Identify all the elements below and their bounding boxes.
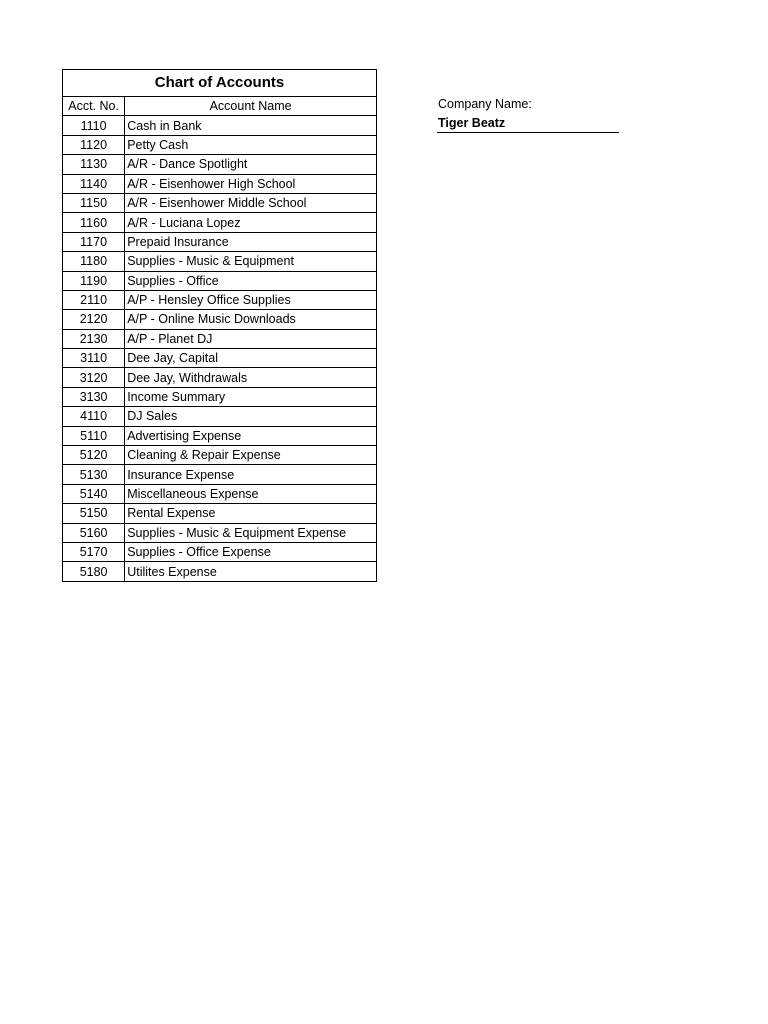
table-row [63, 407, 377, 426]
table-row [63, 271, 377, 290]
account-name-cell[interactable]: Insurance Expense [125, 465, 377, 484]
acct-no-cell[interactable]: 4110 [63, 407, 125, 426]
acct-no-cell[interactable]: 1180 [63, 252, 125, 271]
account-name-cell[interactable]: Supplies - Office Expense [125, 542, 377, 561]
acct-no-cell[interactable]: 1120 [63, 135, 125, 154]
acct-no-cell[interactable]: 1170 [63, 232, 125, 251]
company-name-label: Company Name: [438, 97, 532, 111]
account-name-cell[interactable]: Supplies - Office [125, 271, 377, 290]
table-row [63, 484, 377, 503]
table-row [63, 252, 377, 271]
account-name-cell[interactable]: Supplies - Music & Equipment Expense [125, 523, 377, 542]
account-name-cell[interactable]: A/P - Online Music Downloads [125, 310, 377, 329]
table-row [63, 465, 377, 484]
table-header-row [63, 97, 377, 116]
header-acct-no: Acct. No. [63, 97, 125, 116]
table-row [63, 368, 377, 387]
acct-no-cell[interactable]: 3130 [63, 387, 125, 406]
header-account-name: Account Name [125, 97, 377, 116]
account-name-cell[interactable]: Income Summary [125, 387, 377, 406]
table-row [63, 310, 377, 329]
acct-no-cell[interactable]: 3120 [63, 368, 125, 387]
table-row [63, 290, 377, 309]
account-name-cell[interactable]: Dee Jay, Capital [125, 349, 377, 368]
account-name-cell[interactable]: Advertising Expense [125, 426, 377, 445]
account-name-cell[interactable]: Supplies - Music & Equipment [125, 252, 377, 271]
table-row [63, 135, 377, 154]
account-name-cell[interactable]: Prepaid Insurance [125, 232, 377, 251]
acct-no-cell[interactable]: 1140 [63, 174, 125, 193]
table-row [63, 213, 377, 232]
acct-no-cell[interactable]: 1110 [63, 116, 125, 135]
table-row [63, 387, 377, 406]
table-row [63, 562, 377, 581]
acct-no-cell[interactable]: 2120 [63, 310, 125, 329]
account-name-cell[interactable]: Cleaning & Repair Expense [125, 446, 377, 465]
table-row [63, 504, 377, 523]
table-title: Chart of Accounts [63, 70, 377, 97]
table-row [63, 446, 377, 465]
company-name-field[interactable]: Tiger Beatz [437, 115, 619, 133]
account-name-cell[interactable]: Miscellaneous Expense [125, 484, 377, 503]
table-row [63, 349, 377, 368]
account-name-cell[interactable]: A/R - Luciana Lopez [125, 213, 377, 232]
table-row [63, 426, 377, 445]
table-row [63, 193, 377, 212]
account-name-cell[interactable]: A/P - Hensley Office Supplies [125, 290, 377, 309]
account-name-cell[interactable]: A/P - Planet DJ [125, 329, 377, 348]
table-row [63, 232, 377, 251]
acct-no-cell[interactable]: 5120 [63, 446, 125, 465]
acct-no-cell[interactable]: 1130 [63, 155, 125, 174]
acct-no-cell[interactable]: 1160 [63, 213, 125, 232]
account-name-cell[interactable]: Rental Expense [125, 504, 377, 523]
acct-no-cell[interactable]: 1150 [63, 193, 125, 212]
acct-no-cell[interactable]: 5110 [63, 426, 125, 445]
table-row [63, 542, 377, 561]
acct-no-cell[interactable]: 5170 [63, 542, 125, 561]
table-row [63, 174, 377, 193]
acct-no-cell[interactable]: 5140 [63, 484, 125, 503]
acct-no-cell[interactable]: 5150 [63, 504, 125, 523]
table-row [63, 155, 377, 174]
chart-of-accounts-table [62, 69, 377, 582]
acct-no-cell[interactable]: 5130 [63, 465, 125, 484]
acct-no-cell[interactable]: 3110 [63, 349, 125, 368]
account-name-cell[interactable]: Petty Cash [125, 135, 377, 154]
account-name-cell[interactable]: A/R - Eisenhower Middle School [125, 193, 377, 212]
acct-no-cell[interactable]: 1190 [63, 271, 125, 290]
account-name-cell[interactable]: Cash in Bank [125, 116, 377, 135]
table-row [63, 329, 377, 348]
table-row [63, 116, 377, 135]
account-name-cell[interactable]: A/R - Eisenhower High School [125, 174, 377, 193]
account-name-cell[interactable]: Dee Jay, Withdrawals [125, 368, 377, 387]
account-name-cell[interactable]: DJ Sales [125, 407, 377, 426]
table-title-row [63, 70, 377, 97]
acct-no-cell[interactable]: 2130 [63, 329, 125, 348]
acct-no-cell[interactable]: 5180 [63, 562, 125, 581]
account-name-cell[interactable]: Utilites Expense [125, 562, 377, 581]
acct-no-cell[interactable]: 5160 [63, 523, 125, 542]
acct-no-cell[interactable]: 2110 [63, 290, 125, 309]
table-row [63, 523, 377, 542]
account-name-cell[interactable]: A/R - Dance Spotlight [125, 155, 377, 174]
